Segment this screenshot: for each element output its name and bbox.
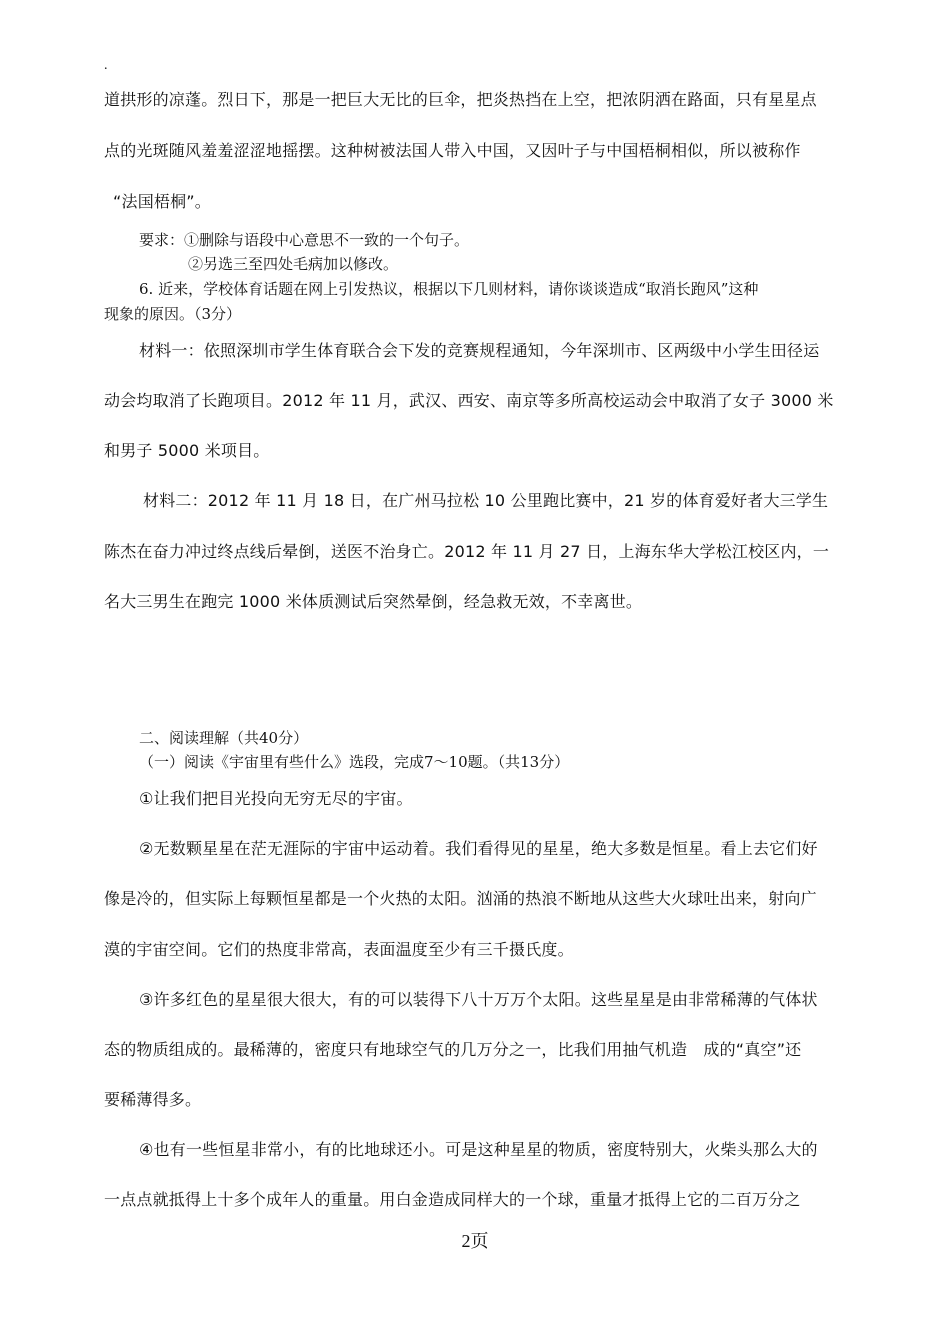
section-2-title: 二、阅读理解（共40分） <box>139 729 309 747</box>
section-2-subtitle: （一）阅读《宇宙里有些什么》选段，完成7～10题。（共13分） <box>139 753 570 771</box>
top-mark: . <box>104 58 108 73</box>
material-1-line-3: 和男子 5000 米项目。 <box>104 441 270 460</box>
requirement-line-1: 要求：①删除与语段中心意思不一致的一个句子。 <box>139 231 470 249</box>
requirement-line-2: ②另选三至四处毛病加以修改。 <box>188 255 399 273</box>
material-2-line-1: 材料二：2012 年 11 月 18 日，在广州马拉松 10 公里跑比赛中，21 岁的体育爱好者大三学生 <box>143 491 829 510</box>
material-1-line-1: 材料一：依照深圳市学生体育联合会下发的竞赛规程通知，今年深圳市、区两级中小学生田径运 <box>139 341 820 360</box>
material-2-line-3: 名大三男生在跑完 1000 米体质测试后突然晕倒，经急救无效，不幸离世。 <box>104 592 643 611</box>
reading-p2-line-1: ②无数颗星星在茫无涯际的宇宙中运动着。我们看得见的星星，绝大多数是恒星。看上去它们好 <box>139 839 818 858</box>
reading-p4-line-2: 一点点就抵得上十多个成年人的重量。用白金造成同样大的一个球，重量才抵得上它的二百万分之 <box>104 1190 801 1209</box>
question-6-line-2: 现象的原因。（3分） <box>104 305 242 323</box>
material-1-line-2: 动会均取消了长跑项目。2012 年 11 月，武汉、西安、南京等多所高校运动会中取消了女子 3000 米 <box>104 391 834 410</box>
reading-p3-line-2: 态的物质组成的。最稀薄的，密度只有地球空气的几万分之一，比我们用抽气机造 成的“真空”还 <box>104 1040 802 1059</box>
intro-line-1: 道拱形的凉蓬。烈日下，那是一把巨大无比的巨伞，把炎热挡在上空，把浓阴洒在路面，只有星星点 <box>104 90 817 109</box>
question-6-line-1: 6. 近来，学校体育话题在网上引发热议，根据以下几则材料，请你谈谈造成“取消长跑风”这种 <box>139 280 759 298</box>
reading-p2-line-3: 漠的宇宙空间。它们的热度非常高，表面温度至少有三千摄氏度。 <box>104 940 574 959</box>
reading-p2-line-2: 像是冷的，但实际上每颗恒星都是一个火热的太阳。汹涌的热浪不断地从这些大火球吐出来，射向广 <box>104 889 817 908</box>
material-2-line-2: 陈杰在奋力冲过终点线后晕倒，送医不治身亡。2012 年 11 月 27 日，上海东华大学松江校区内，一 <box>104 542 830 561</box>
reading-paragraph-1: ①让我们把目光投向无穷无尽的宇宙。 <box>139 789 413 808</box>
reading-p3-line-1: ③许多红色的星星很大很大，有的可以装得下八十万万个太阳。这些星星是由非常稀薄的气体状 <box>139 990 818 1009</box>
intro-line-2: 点的光斑随风羞羞涩涩地摇摆。这种树被法国人带入中国，又因叶子与中国梧桐相似，所以被称作 <box>104 141 801 160</box>
page-number: 2页 <box>461 1231 489 1251</box>
intro-line-3: “法国梧桐”。 <box>113 192 211 211</box>
reading-p3-line-3: 要稀薄得多。 <box>104 1090 202 1109</box>
reading-p4-line-1: ④也有一些恒星非常小，有的比地球还小。可是这种星星的物质，密度特别大，火柴头那么大的 <box>139 1140 818 1159</box>
